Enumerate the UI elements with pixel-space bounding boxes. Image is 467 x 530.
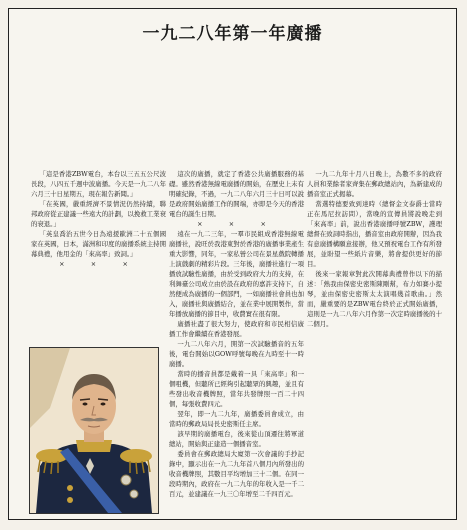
text-column-2	[169, 169, 304, 499]
paragraph: 當選特德要致到達時（總督金文泰爵士當時正在馬尼拉訪問），當晚的宣傳員將說晚走到「來高率」前，說出香港廣播呼號ZBW，護理總督在致詞時指出，播音室由政府開辦，因為我有意廣播構願意接辦，他又預祝電台工作有所發展，並盼望一些紙片音樂，將會提供更好的節目。	[307, 200, 442, 268]
paragraph: 「這是香港ZBW電台，本台以三五五公尺波長段，八四五千週中波廣播。今天是一九二八年六月三十日星期五，現在報告新聞。」	[31, 170, 166, 198]
paragraph: 後來一家報章對此次開幕典禮曾作以下的描述：「熱我由保密史密斯陳剛幫，布力如賽小提琴，並由保密史密斯太太演唱幾首歌曲。」然而，嚴重要的是ZBW電台終於正式開始廣播，這則是一九二八年六月作第一次定時廣播後的十二個月。	[307, 270, 442, 328]
text-column-3	[307, 169, 442, 329]
paragraph: 委員會在郵政總局大廈第一次會議的手抄記錄中，顯示出在一九二九年首八個月內所發出的收音機牌照，其數目平均增加三十二個。在同一段時期內，政府在一九二九年的年收入是一千二百元，並建議在一九三〇年增至二千四百元。	[169, 450, 304, 498]
paragraph: 翌年，即一九二九年，廣播委員會成立，由當時的郵政局局長史密斯任主席。	[169, 410, 304, 428]
paragraph: 這次的廣播，就定了香港公共廣播服務的基礎。雖然香港無線電廣播的開始，在歷史上未有明確紀錄，不過，一九二八年六月三十日可以說是政府開始廣播工作的開端，亦即是今天的香港電台的誕生日期。	[169, 170, 304, 218]
paragraph: 一九二九年十月八日晚上，為數不多的政府人員和業餘者家齊集在郵政總站內，為新建成的播音室正式揭幕。	[307, 170, 442, 198]
paragraph: 一九二八年六月，開第一次試驗播音的五年後，電台開始以GOW呼號每晚在九時至十一時廣播。	[169, 340, 304, 368]
page-frame	[8, 8, 457, 520]
section-break: × × ×	[59, 260, 138, 268]
paragraph: 遠在一九二三年，一羣市民組成香港無線電廣播社，說旺於我港東對於香港的廣播事業產生重大影響，同年，一家私營公司在景星戲院轉播上演戲劇的精彩片段。三年後，廣播社進行一項播放試驗性廣播，由於受到政府大力的支持，在利舞臺公司成立由於設在政府的嘉許支持下，自然便成為廣播的一個部門，一如廣播社會員也加入，廣播社與廣播結合，並在業中展開製作，當年播放廣播的節目中，收費實在很有限。	[169, 230, 304, 318]
section-break: × × ×	[197, 220, 276, 228]
text-column-1	[31, 169, 166, 269]
governor-portrait	[29, 347, 159, 514]
paragraph: 該早期的廣播電台，後來從山頂遷往將軍道總站，開始與正建造一個播音室。	[169, 430, 304, 448]
paragraph: 廣播社盡了很大努力，使政府和市民相信廣播工作會繼續在香港發展。	[169, 320, 304, 338]
paragraph: 當時的播音員都是戴着一具「來高率」和一個咀機，但聽所已經夠引起聽眾的興趣，並且有些發出收音機牌照，當年共發牌照一百二十四個，每張收費四元。	[169, 370, 304, 408]
portrait-illustration	[30, 348, 158, 513]
paragraph: 「在英國，嚴重經濟不景情況仍然持續，聯邦政府從正建議一些遠大的計劃，以挽救工業衰的衰退。」	[31, 200, 166, 228]
page-title: 一九二八年第一年廣播	[142, 24, 323, 44]
paragraph: 「英皇喬治五世今日為遠援歐洲二十五個國家在英國，日本，滿洲和印度的廣播系統主持開幕典禮，他用金的「來高率」致詞。」	[31, 230, 166, 258]
